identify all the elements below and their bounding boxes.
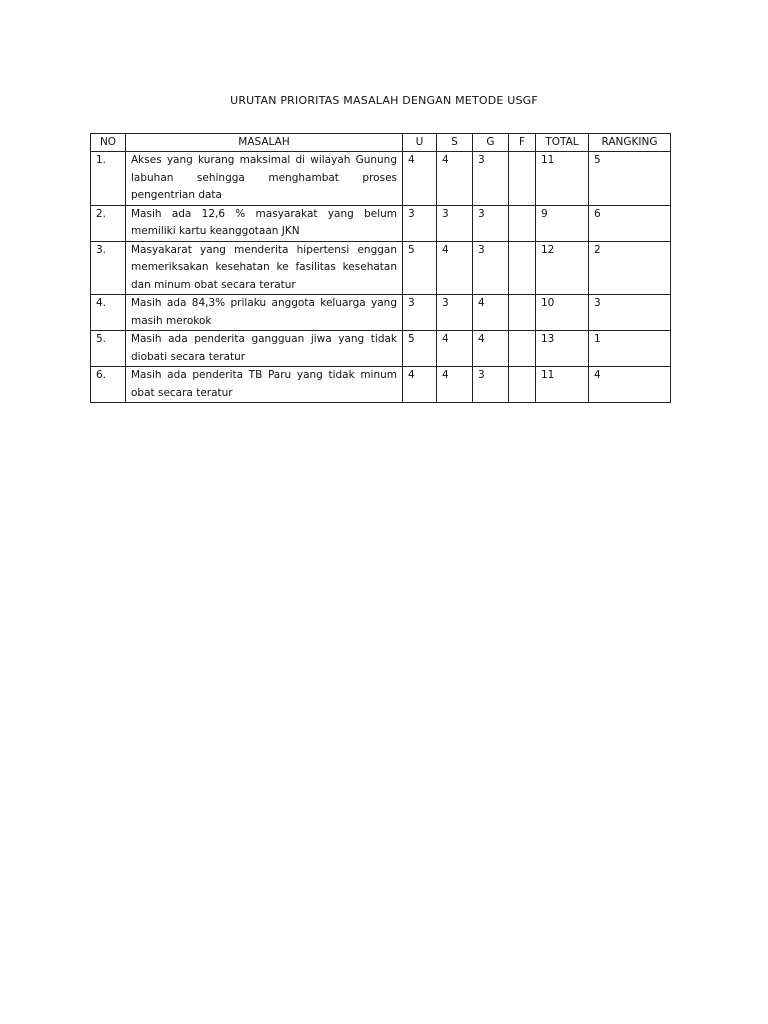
cell-total: 13: [536, 331, 589, 367]
cell-g: 4: [473, 295, 509, 331]
cell-no: 5.: [91, 331, 126, 367]
cell-total: 10: [536, 295, 589, 331]
cell-s: 4: [437, 331, 473, 367]
cell-masalah: Akses yang kurang maksimal di wilayah Gunung labuhan sehingga menghambat proses pengentrian data: [126, 152, 403, 206]
cell-s: 4: [437, 367, 473, 403]
cell-f: [509, 152, 536, 206]
cell-total: 11: [536, 152, 589, 206]
cell-g: 3: [473, 205, 509, 241]
header-f: F: [509, 134, 536, 152]
cell-rangking: 2: [589, 241, 671, 295]
cell-rangking: 3: [589, 295, 671, 331]
document-title: URUTAN PRIORITAS MASALAH DENGAN METODE USGF: [230, 94, 538, 107]
table-header-row: [91, 134, 671, 152]
header-rangking: RANGKING: [589, 134, 671, 152]
cell-u: 3: [403, 295, 437, 331]
table-row: [91, 367, 671, 403]
header-u: U: [403, 134, 437, 152]
cell-no: 1.: [91, 152, 126, 206]
cell-f: [509, 205, 536, 241]
table-row: [91, 295, 671, 331]
cell-g: 3: [473, 152, 509, 206]
cell-s: 3: [437, 295, 473, 331]
cell-rangking: 1: [589, 331, 671, 367]
cell-masalah: Masih ada penderita TB Paru yang tidak minum obat secara teratur: [126, 367, 403, 403]
cell-no: 6.: [91, 367, 126, 403]
cell-masalah: Masih ada penderita gangguan jiwa yang tidak diobati secara teratur: [126, 331, 403, 367]
cell-g: 3: [473, 367, 509, 403]
cell-no: 4.: [91, 295, 126, 331]
cell-u: 3: [403, 205, 437, 241]
cell-no: 3.: [91, 241, 126, 295]
cell-s: 4: [437, 152, 473, 206]
header-total: TOTAL: [536, 134, 589, 152]
cell-total: 11: [536, 367, 589, 403]
cell-f: [509, 295, 536, 331]
cell-masalah: Masih ada 12,6 % masyarakat yang belum memiliki kartu keanggotaan JKN: [126, 205, 403, 241]
table-row: [91, 331, 671, 367]
cell-rangking: 5: [589, 152, 671, 206]
table-row: [91, 152, 671, 206]
cell-u: 4: [403, 367, 437, 403]
table-row: [91, 241, 671, 295]
cell-total: 12: [536, 241, 589, 295]
cell-u: 5: [403, 241, 437, 295]
header-s: S: [437, 134, 473, 152]
header-no: NO: [91, 134, 126, 152]
cell-s: 3: [437, 205, 473, 241]
cell-masalah: Masih ada 84,3% prilaku anggota keluarga yang masih merokok: [126, 295, 403, 331]
cell-g: 3: [473, 241, 509, 295]
cell-total: 9: [536, 205, 589, 241]
header-masalah: MASALAH: [126, 134, 403, 152]
cell-masalah: Masyakarat yang menderita hipertensi enggan memeriksakan kesehatan ke fasilitas kesehatan dan minum obat secara teratur: [126, 241, 403, 295]
cell-u: 5: [403, 331, 437, 367]
cell-s: 4: [437, 241, 473, 295]
cell-no: 2.: [91, 205, 126, 241]
usgf-priority-table: [90, 133, 671, 403]
cell-u: 4: [403, 152, 437, 206]
cell-rangking: 4: [589, 367, 671, 403]
table-row: [91, 205, 671, 241]
cell-g: 4: [473, 331, 509, 367]
cell-rangking: 6: [589, 205, 671, 241]
cell-f: [509, 241, 536, 295]
cell-f: [509, 331, 536, 367]
cell-f: [509, 367, 536, 403]
header-g: G: [473, 134, 509, 152]
